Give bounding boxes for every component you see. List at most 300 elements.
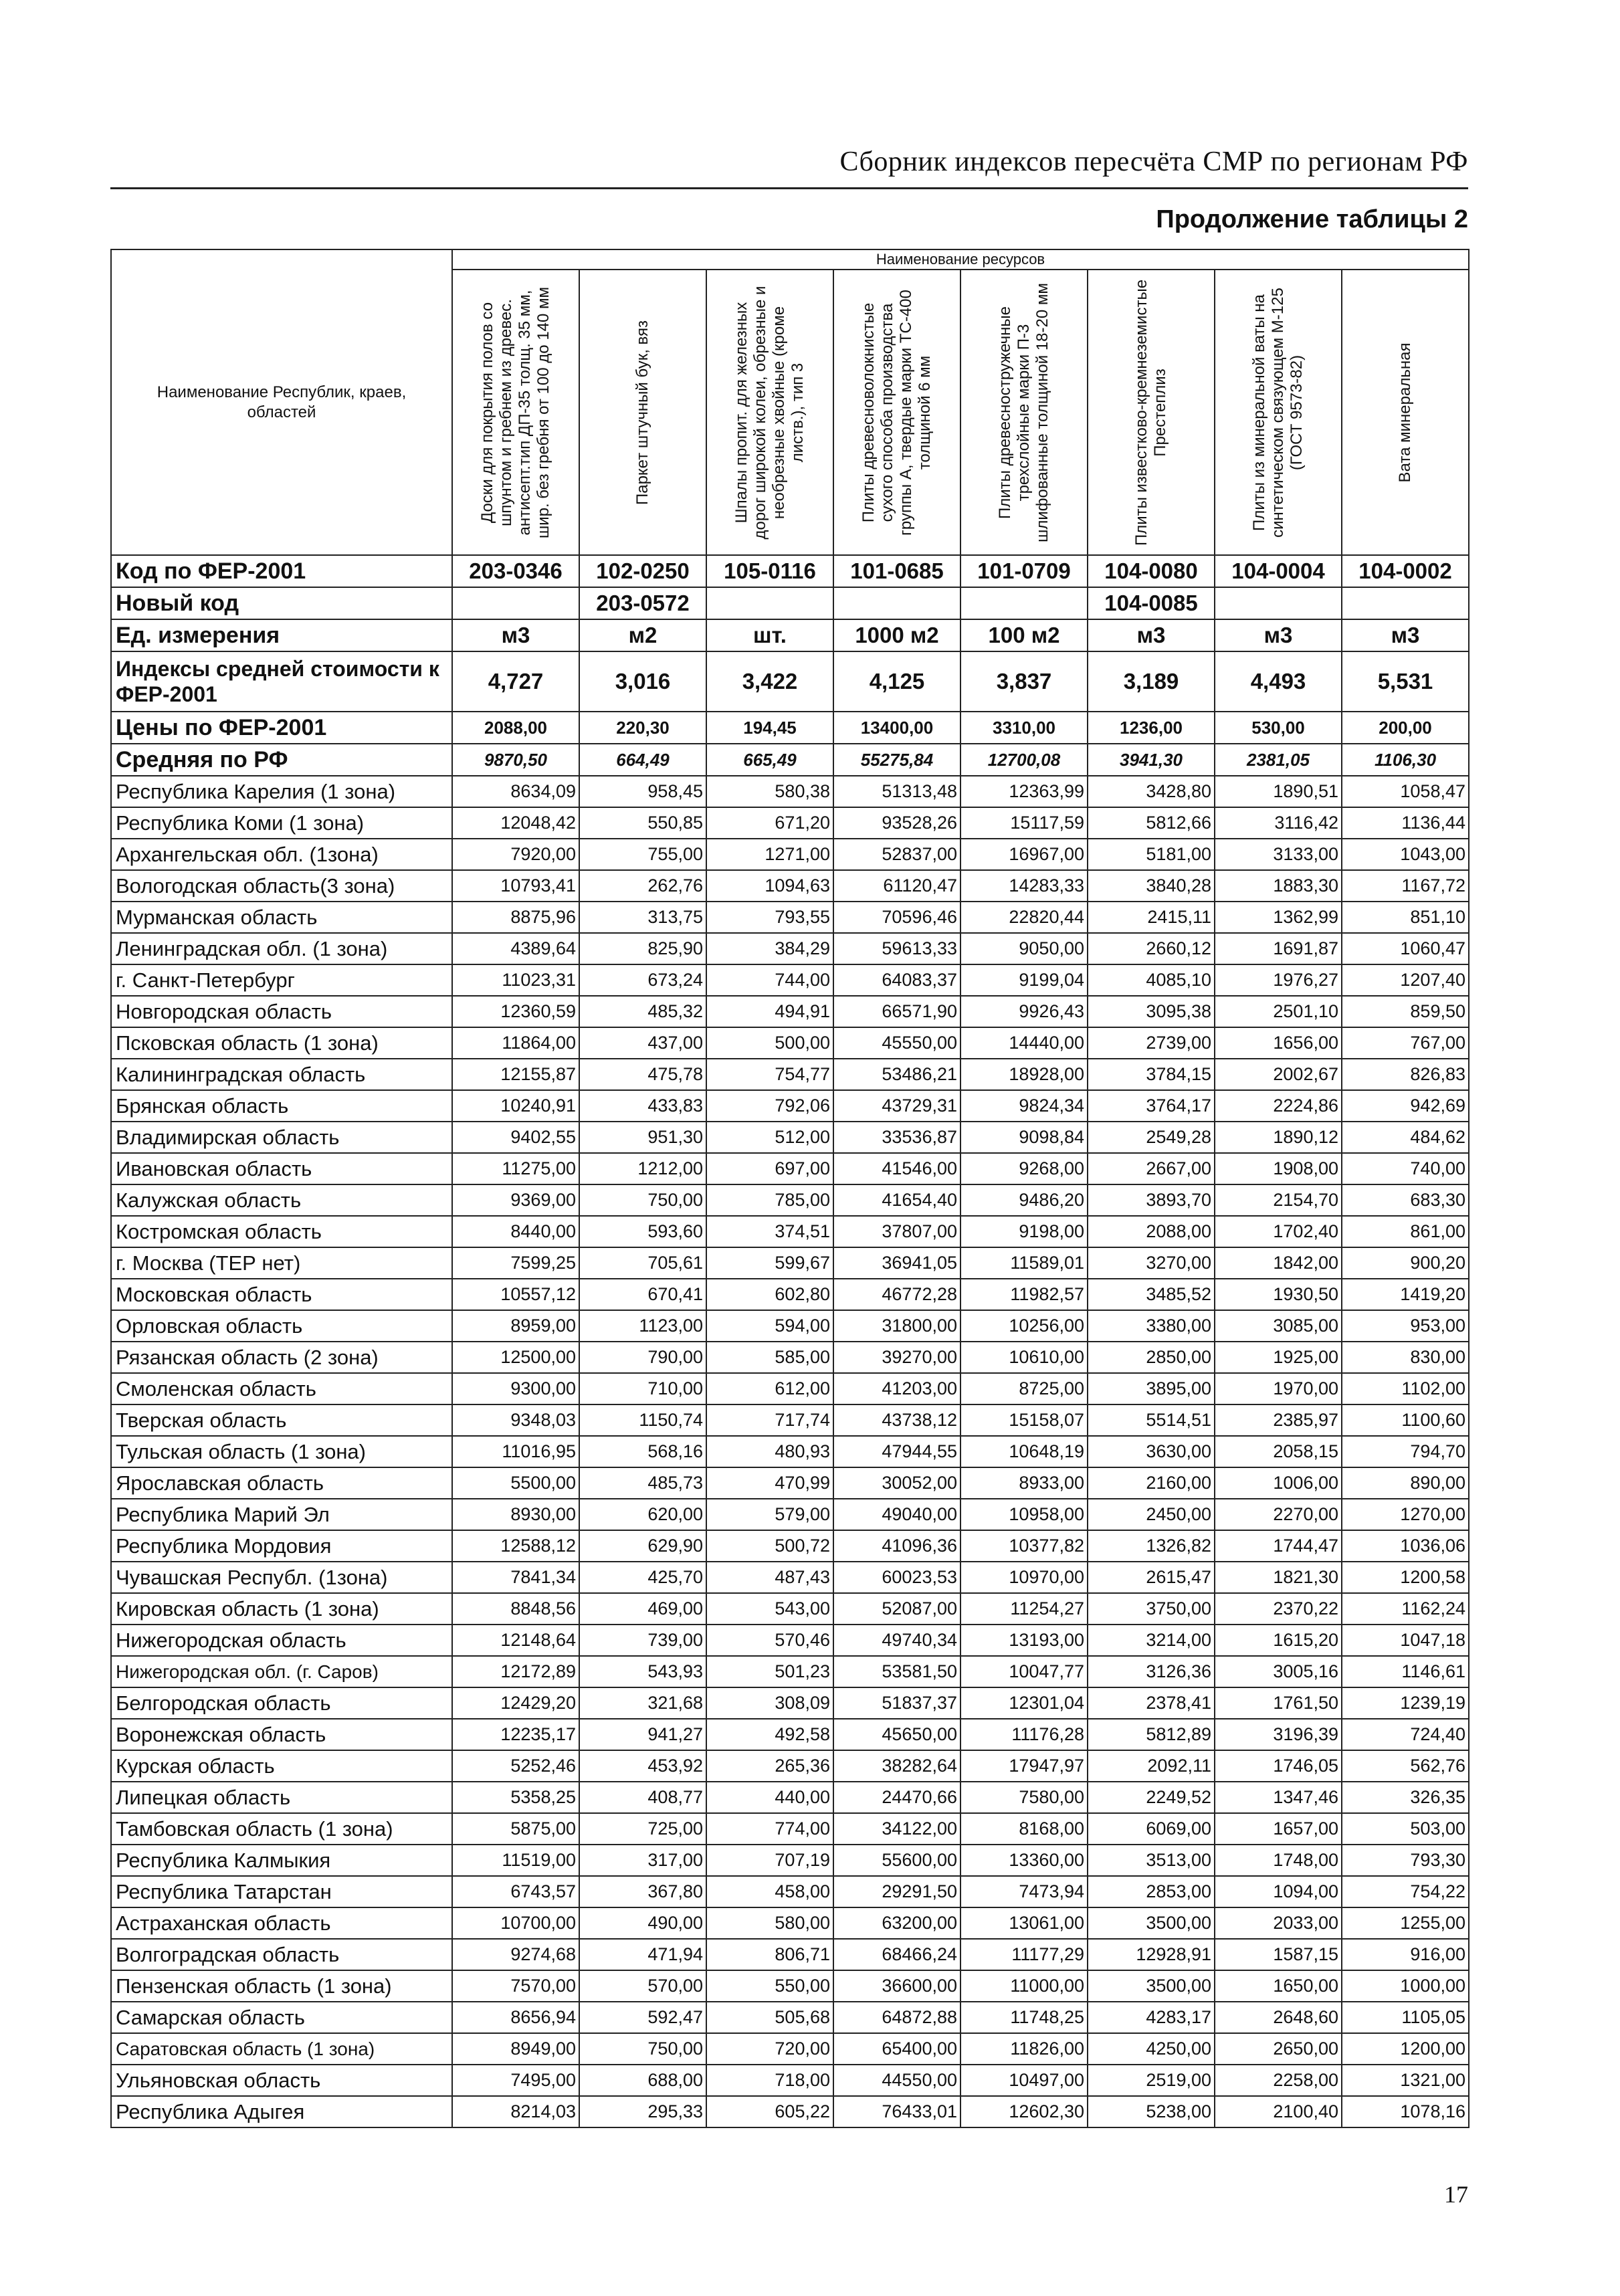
value-cell: 580,38 [706,776,833,807]
meta-cell: 102-0250 [579,555,706,587]
table-row [111,1373,1469,1404]
value-cell: 1930,50 [1215,1279,1342,1310]
value-cell: 433,83 [579,1090,706,1122]
meta-cell [452,587,579,619]
meta-cell: 101-0685 [833,555,960,587]
value-cell: 1746,05 [1215,1750,1342,1782]
value-cell: 1207,40 [1342,964,1469,996]
value-cell: 7570,00 [452,1970,579,2002]
value-cell: 11177,29 [960,1939,1088,1970]
value-cell: 76433,01 [833,2096,960,2127]
value-cell: 1036,06 [1342,1530,1469,1562]
value-cell: 2249,52 [1088,1782,1215,1813]
value-cell: 2850,00 [1088,1342,1215,1373]
value-cell: 408,77 [579,1782,706,1813]
value-cell: 43729,31 [833,1090,960,1122]
value-cell: 2549,28 [1088,1122,1215,1153]
column-header-lime-silica-slabs [1088,270,1215,555]
meta-cell: 4,125 [833,651,960,712]
value-cell: 10648,19 [960,1436,1088,1467]
column-header-text: Доски для покрытия полов со шпунтом и гребнем из древес. антисепт.тип ДП-35 толщ. 35 мм, шир. без гребня от 100 до 140 мм [478,286,552,538]
meta-cell: 665,49 [706,744,833,776]
region-name-cell: Республика Калмыкия [111,1845,452,1876]
meta-cell [1342,587,1469,619]
value-cell: 5812,66 [1088,807,1215,839]
value-cell: 480,93 [706,1436,833,1467]
meta-cell: 2088,00 [452,712,579,744]
value-cell: 3005,16 [1215,1656,1342,1687]
column-header-fibreboard [833,270,960,555]
value-cell: 7495,00 [452,2065,579,2096]
value-cell: 12148,64 [452,1625,579,1656]
value-cell: 3116,42 [1215,807,1342,839]
value-cell: 5812,89 [1088,1719,1215,1750]
meta-row-price [111,712,1469,744]
value-cell: 36600,00 [833,1970,960,2002]
value-cell: 1821,30 [1215,1562,1342,1593]
value-cell: 1587,15 [1215,1939,1342,1970]
value-cell: 900,20 [1342,1247,1469,1279]
value-cell: 1691,87 [1215,933,1342,964]
table-row [111,1719,1469,1750]
value-cell: 505,68 [706,2002,833,2033]
value-cell: 500,00 [706,1027,833,1059]
region-name-cell: Архангельская обл. (1зона) [111,839,452,870]
value-cell: 6743,57 [452,1876,579,1907]
value-cell: 739,00 [579,1625,706,1656]
value-cell: 2224,86 [1215,1090,1342,1122]
value-cell: 2058,15 [1215,1436,1342,1467]
value-cell: 5181,00 [1088,839,1215,870]
column-header-text: Вата минеральная [1396,342,1414,482]
value-cell: 3500,00 [1088,1907,1215,1939]
value-cell: 53581,50 [833,1656,960,1687]
column-header-chipboard [960,270,1088,555]
value-cell: 3893,70 [1088,1184,1215,1216]
value-cell: 593,60 [579,1216,706,1247]
meta-cell: 55275,84 [833,744,960,776]
value-cell: 3196,39 [1215,1719,1342,1750]
value-cell: 9050,00 [960,933,1088,964]
value-cell: 475,78 [579,1059,706,1090]
region-name-cell: Курская область [111,1750,452,1782]
region-name-cell: Воронежская область [111,1719,452,1750]
value-cell: 384,29 [706,933,833,964]
value-cell: 38282,64 [833,1750,960,1782]
value-cell: 4085,10 [1088,964,1215,996]
value-cell: 3895,00 [1088,1373,1215,1404]
meta-cell: 3,189 [1088,651,1215,712]
value-cell: 705,61 [579,1247,706,1279]
value-cell: 1146,61 [1342,1656,1469,1687]
value-cell: 1043,00 [1342,839,1469,870]
value-cell: 485,32 [579,996,706,1027]
meta-row-label: Код по ФЕР-2001 [111,555,452,587]
value-cell: 64083,37 [833,964,960,996]
table-row [111,1342,1469,1373]
value-cell: 36941,05 [833,1247,960,1279]
value-cell: 5252,46 [452,1750,579,1782]
value-cell: 13061,00 [960,1907,1088,1939]
value-cell: 2258,00 [1215,2065,1342,2096]
meta-row-label: Цены по ФЕР-2001 [111,712,452,744]
value-cell: 2385,97 [1215,1404,1342,1436]
value-cell: 12500,00 [452,1342,579,1373]
value-cell: 321,68 [579,1687,706,1719]
value-cell: 605,22 [706,2096,833,2127]
value-cell: 1136,44 [1342,807,1469,839]
value-cell: 579,00 [706,1499,833,1530]
meta-cell: 13400,00 [833,712,960,744]
value-cell: 6069,00 [1088,1813,1215,1845]
value-cell: 942,69 [1342,1090,1469,1122]
value-cell: 11176,28 [960,1719,1088,1750]
value-cell: 3500,00 [1088,1970,1215,2002]
value-cell: 2519,00 [1088,2065,1215,2096]
value-cell: 11826,00 [960,2033,1088,2065]
table-row [111,1625,1469,1656]
value-cell: 374,51 [706,1216,833,1247]
table-row [111,1876,1469,1907]
table-row [111,1404,1469,1436]
meta-cell: 4,493 [1215,651,1342,712]
value-cell: 33536,87 [833,1122,960,1153]
column-header-floor-boards [452,270,579,555]
value-cell: 262,76 [579,870,706,902]
value-cell: 1925,00 [1215,1342,1342,1373]
value-cell: 568,16 [579,1436,706,1467]
meta-cell: 105-0116 [706,555,833,587]
column-header-text: Плиты из минеральной ваты на синтетическом связующем М-125 (ГОСТ 9573-82) [1250,287,1306,538]
value-cell: 2154,70 [1215,1184,1342,1216]
value-cell: 670,41 [579,1279,706,1310]
value-cell: 767,00 [1342,1027,1469,1059]
value-cell: 3764,17 [1088,1090,1215,1122]
region-name-cell: Республика Карелия (1 зона) [111,776,452,807]
value-cell: 425,70 [579,1562,706,1593]
region-name-cell: Республика Мордовия [111,1530,452,1562]
value-cell: 1047,18 [1342,1625,1469,1656]
value-cell: 958,45 [579,776,706,807]
value-cell: 707,19 [706,1845,833,1876]
value-cell: 295,33 [579,2096,706,2127]
region-name-cell: Самарская область [111,2002,452,2033]
value-cell: 93528,26 [833,807,960,839]
column-header-mineral-wool [1342,270,1469,555]
value-cell: 41096,36 [833,1530,960,1562]
meta-cell: 104-0004 [1215,555,1342,587]
value-cell: 1105,05 [1342,2002,1469,2033]
value-cell: 47944,55 [833,1436,960,1467]
value-cell: 793,30 [1342,1845,1469,1876]
value-cell: 7473,94 [960,1876,1088,1907]
region-name-cell: г. Москва (ТЕР нет) [111,1247,452,1279]
value-cell: 2648,60 [1215,2002,1342,2033]
value-cell: 750,00 [579,2033,706,2065]
value-cell: 5875,00 [452,1813,579,1845]
table-row [111,1216,1469,1247]
value-cell: 52837,00 [833,839,960,870]
value-cell: 49040,00 [833,1499,960,1530]
table-row [111,1090,1469,1122]
value-cell: 2033,00 [1215,1907,1342,1939]
value-cell: 3750,00 [1088,1593,1215,1625]
table-row [111,1059,1469,1090]
value-cell: 10047,77 [960,1656,1088,1687]
value-cell: 592,47 [579,2002,706,2033]
value-cell: 9098,84 [960,1122,1088,1153]
value-cell: 31800,00 [833,1310,960,1342]
value-cell: 1102,00 [1342,1373,1469,1404]
value-cell: 9348,03 [452,1404,579,1436]
table-row [111,2002,1469,2033]
value-cell: 1883,30 [1215,870,1342,902]
table-row [111,1310,1469,1342]
value-cell: 1200,00 [1342,2033,1469,2065]
region-name-cell: Республика Адыгея [111,2096,452,2127]
table-row [111,1436,1469,1467]
table-row [111,1939,1469,1970]
value-cell: 458,00 [706,1876,833,1907]
value-cell: 793,55 [706,902,833,933]
value-cell: 484,62 [1342,1122,1469,1153]
meta-cell: м3 [1088,619,1215,651]
value-cell: 9402,55 [452,1122,579,1153]
value-cell: 688,00 [579,2065,706,2096]
meta-cell: 3,016 [579,651,706,712]
table-row [111,1027,1469,1059]
region-name-cell: Тамбовская область (1 зона) [111,1813,452,1845]
value-cell: 3214,00 [1088,1625,1215,1656]
value-cell: 2650,00 [1215,2033,1342,2065]
value-cell: 851,10 [1342,902,1469,933]
value-cell: 890,00 [1342,1467,1469,1499]
meta-cell: м3 [1342,619,1469,651]
value-cell: 671,20 [706,807,833,839]
region-name-cell: Липецкая область [111,1782,452,1813]
table-row [111,807,1469,839]
region-name-cell: Волгоградская область [111,1939,452,1970]
value-cell: 487,43 [706,1562,833,1593]
region-name-cell: Нижегородская область [111,1625,452,1656]
value-cell: 543,00 [706,1593,833,1625]
value-cell: 494,91 [706,996,833,1027]
value-cell: 792,06 [706,1090,833,1122]
region-name-cell: Ивановская область [111,1153,452,1184]
meta-row-new-code [111,587,1469,619]
value-cell: 1744,47 [1215,1530,1342,1562]
value-cell: 61120,47 [833,870,960,902]
value-cell: 3126,36 [1088,1656,1215,1687]
value-cell: 754,22 [1342,1876,1469,1907]
value-cell: 30052,00 [833,1467,960,1499]
value-cell: 485,73 [579,1467,706,1499]
value-cell: 570,46 [706,1625,833,1656]
value-cell: 11023,31 [452,964,579,996]
value-cell: 8848,56 [452,1593,579,1625]
value-cell: 1362,99 [1215,902,1342,933]
value-cell: 861,00 [1342,1216,1469,1247]
table-row [111,1279,1469,1310]
meta-cell: 104-0085 [1088,587,1215,619]
table-row [111,776,1469,807]
table-row [111,2065,1469,2096]
table-row [111,1970,1469,2002]
table-row [111,1782,1469,1813]
value-cell: 12155,87 [452,1059,579,1090]
value-cell: 63200,00 [833,1907,960,1939]
value-cell: 750,00 [579,1184,706,1216]
meta-cell: 100 м2 [960,619,1088,651]
table-row [111,1813,1469,1845]
value-cell: 830,00 [1342,1342,1469,1373]
value-cell: 1094,63 [706,870,833,902]
meta-cell: м3 [1215,619,1342,651]
value-cell: 1347,46 [1215,1782,1342,1813]
value-cell: 724,40 [1342,1719,1469,1750]
region-name-cell: Астраханская область [111,1907,452,1939]
value-cell: 9824,34 [960,1090,1088,1122]
value-cell: 10240,91 [452,1090,579,1122]
table-row [111,1153,1469,1184]
value-cell: 9198,00 [960,1216,1088,1247]
value-cell: 45550,00 [833,1027,960,1059]
meta-cell: 2381,05 [1215,744,1342,776]
value-cell: 8634,09 [452,776,579,807]
value-cell: 10970,00 [960,1562,1088,1593]
value-cell: 720,00 [706,2033,833,2065]
value-cell: 1326,82 [1088,1530,1215,1562]
value-cell: 500,72 [706,1530,833,1562]
column-header-parquet [579,270,706,555]
value-cell: 14283,33 [960,870,1088,902]
table-row [111,1499,1469,1530]
value-cell: 437,00 [579,1027,706,1059]
meta-cell: 3,837 [960,651,1088,712]
value-cell: 12048,42 [452,807,579,839]
value-cell: 8933,00 [960,1467,1088,1499]
value-cell: 5500,00 [452,1467,579,1499]
meta-cell [1215,587,1342,619]
value-cell: 825,90 [579,933,706,964]
meta-cell: 3310,00 [960,712,1088,744]
value-cell: 1255,00 [1342,1907,1469,1939]
value-cell: 1321,00 [1342,2065,1469,2096]
value-cell: 3630,00 [1088,1436,1215,1467]
value-cell: 585,00 [706,1342,833,1373]
value-cell: 22820,44 [960,902,1088,933]
value-cell: 725,00 [579,1813,706,1845]
value-cell: 512,00 [706,1122,833,1153]
value-cell: 7841,34 [452,1562,579,1593]
value-cell: 317,00 [579,1845,706,1876]
meta-row-average [111,744,1469,776]
value-cell: 2415,11 [1088,902,1215,933]
region-name-cell: Смоленская область [111,1373,452,1404]
region-name-cell: Костромская область [111,1216,452,1247]
value-cell: 11519,00 [452,1845,579,1876]
value-cell: 70596,46 [833,902,960,933]
resources-group-header: Наименование ресурсов [452,249,1469,270]
value-cell: 941,27 [579,1719,706,1750]
meta-cell: 1000 м2 [833,619,960,651]
region-name-cell: Московская область [111,1279,452,1310]
value-cell: 5514,51 [1088,1404,1215,1436]
value-cell: 16967,00 [960,839,1088,870]
value-cell: 39270,00 [833,1342,960,1373]
region-name-cell: Мурманская область [111,902,452,933]
region-name-cell: Ленинградская обл. (1 зона) [111,933,452,964]
value-cell: 17947,97 [960,1750,1088,1782]
table-row [111,1122,1469,1153]
value-cell: 550,85 [579,807,706,839]
value-cell: 11254,27 [960,1593,1088,1625]
value-cell: 41546,00 [833,1153,960,1184]
meta-cell: 3941,30 [1088,744,1215,776]
table-row [111,996,1469,1027]
region-name-cell: Пензенская область (1 зона) [111,1970,452,2002]
value-cell: 620,00 [579,1499,706,1530]
value-cell: 65400,00 [833,2033,960,2065]
value-cell: 11589,01 [960,1247,1088,1279]
meta-cell: 9870,50 [452,744,579,776]
value-cell: 7580,00 [960,1782,1088,1813]
value-cell: 1748,00 [1215,1845,1342,1876]
column-header-text: Плиты древесноволокнистые сухого способа производства группы А, твердые марки ТС-400 толщиной 6 мм [859,289,934,536]
meta-row-label: Средняя по РФ [111,744,452,776]
value-cell: 2370,22 [1215,1593,1342,1625]
region-name-cell: Ульяновская область [111,2065,452,2096]
table-row [111,1687,1469,1719]
value-cell: 1167,72 [1342,870,1469,902]
value-cell: 951,30 [579,1122,706,1153]
value-cell: 68466,24 [833,1939,960,1970]
value-cell: 3840,28 [1088,870,1215,902]
value-cell: 1058,47 [1342,776,1469,807]
value-cell: 9199,04 [960,964,1088,996]
value-cell: 12588,12 [452,1530,579,1562]
table-row [111,902,1469,933]
value-cell: 4389,64 [452,933,579,964]
value-cell: 52087,00 [833,1593,960,1625]
column-header-text: Шпалы пропит. для железных дорог широкой колеи, обрезные и необрезные хвойные (кроме листв.), тип 3 [732,286,807,539]
region-name-cell: Калининградская область [111,1059,452,1090]
value-cell: 794,70 [1342,1436,1469,1467]
meta-row-label: Новый код [111,587,452,619]
value-cell: 7920,00 [452,839,579,870]
meta-row-code [111,555,1469,587]
table-row [111,1593,1469,1625]
value-cell: 1842,00 [1215,1247,1342,1279]
table-row [111,1845,1469,1876]
region-name-cell: Чувашская Республ. (1зона) [111,1562,452,1593]
value-cell: 8440,00 [452,1216,579,1247]
value-cell: 12429,20 [452,1687,579,1719]
value-cell: 43738,12 [833,1404,960,1436]
value-cell: 9300,00 [452,1373,579,1404]
value-cell: 2160,00 [1088,1467,1215,1499]
value-cell: 10497,00 [960,2065,1088,2096]
value-cell: 10377,82 [960,1530,1088,1562]
meta-cell: 203-0572 [579,587,706,619]
table-row [111,1467,1469,1499]
value-cell: 37807,00 [833,1216,960,1247]
meta-cell: 5,531 [1342,651,1469,712]
value-cell: 5358,25 [452,1782,579,1813]
value-cell: 1615,20 [1215,1625,1342,1656]
value-cell: 1702,40 [1215,1216,1342,1247]
region-name-cell: Тверская область [111,1404,452,1436]
